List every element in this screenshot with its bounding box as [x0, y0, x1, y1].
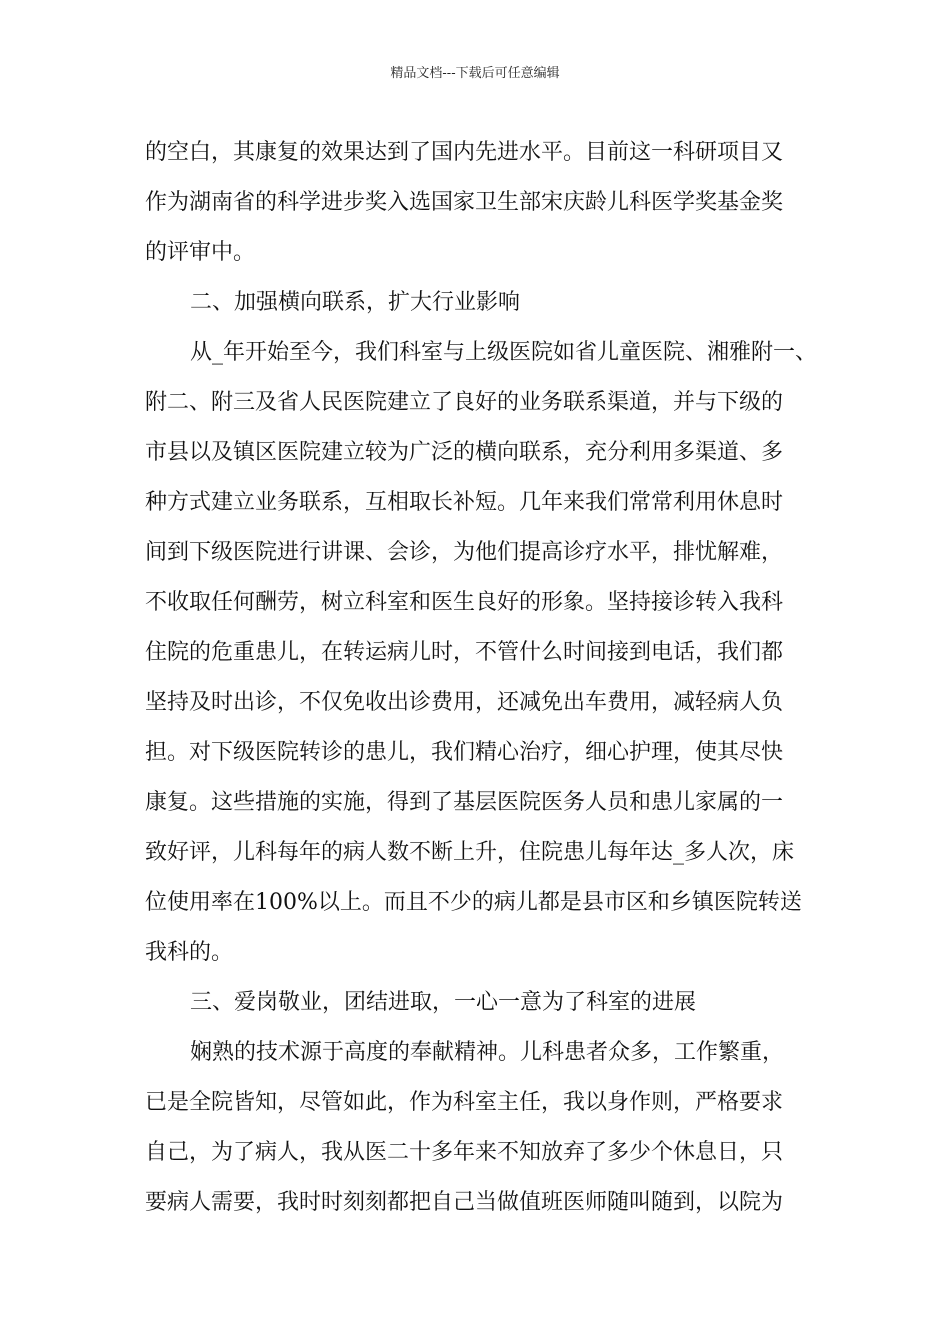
- text-line: 要病人需要，我时时刻刻都把自己当做值班医师随叫随到，以院为: [145, 1190, 784, 1215]
- text-line: 坚持及时出诊，不仅免收出诊费用，还减免出车费用，减轻病人负: [145, 690, 784, 715]
- text-line: 市县以及镇区医院建立较为广泛的横向联系，充分利用多渠道、多: [145, 440, 784, 465]
- text-line: 位使用率在100%以上。而且不少的病儿都是县市区和乡镇医院转送: [145, 890, 802, 915]
- text-line: 种方式建立业务联系，互相取长补短。几年来我们常常利用休息时: [145, 490, 784, 515]
- document-body: [145, 128, 818, 1228]
- text-line: 致好评，儿科每年的病人数不断上升，住院患儿每年达_多人次，床: [145, 840, 795, 865]
- text-line: 我科的。: [145, 940, 234, 965]
- page-header: 精品文档---下载后可任意编辑: [390, 66, 560, 81]
- text-line: 的空白，其康复的效果达到了国内先进水平。目前这一科研项目又: [145, 140, 784, 165]
- text-line: 住院的危重患儿，在转运病儿时，不管什么时间接到电话，我们都: [145, 640, 784, 665]
- text-line: 不收取任何酬劳，树立科室和医生良好的形象。坚持接诊转入我科: [145, 590, 784, 615]
- text-line: 的评审中。: [145, 240, 256, 265]
- section-heading: 三、爱岗敬业，团结进取，一心一意为了科室的进展: [190, 990, 697, 1015]
- section-heading: 二、加强横向联系，扩大行业影响: [190, 290, 521, 315]
- text-line: 娴熟的技术源于高度的奉献精神。儿科患者众多，工作繁重，: [190, 1040, 785, 1065]
- text-line: 自己，为了病人，我从医二十多年来不知放弃了多少个休息日，只: [145, 1140, 784, 1165]
- text-line: 作为湖南省的科学进步奖入选国家卫生部宋庆龄儿科医学奖基金奖: [145, 190, 784, 215]
- text-line: 间到下级医院进行讲课、会诊，为他们提高诊疗水平，排忧解难，: [145, 540, 784, 565]
- text-line: 附二、附三及省人民医院建立了良好的业务联系渠道，并与下级的: [145, 390, 784, 415]
- text-line: 已是全院皆知，尽管如此，作为科室主任，我以身作则，严格要求: [145, 1090, 784, 1115]
- text-line: 康复。这些措施的实施，得到了基层医院医务人员和患儿家属的一: [145, 790, 784, 815]
- text-line: 担。对下级医院转诊的患儿，我们精心治疗，细心护理，使其尽快: [145, 740, 784, 765]
- text-line: 从_年开始至今，我们科室与上级医院如省儿童医院、湘雅附一、: [190, 340, 818, 365]
